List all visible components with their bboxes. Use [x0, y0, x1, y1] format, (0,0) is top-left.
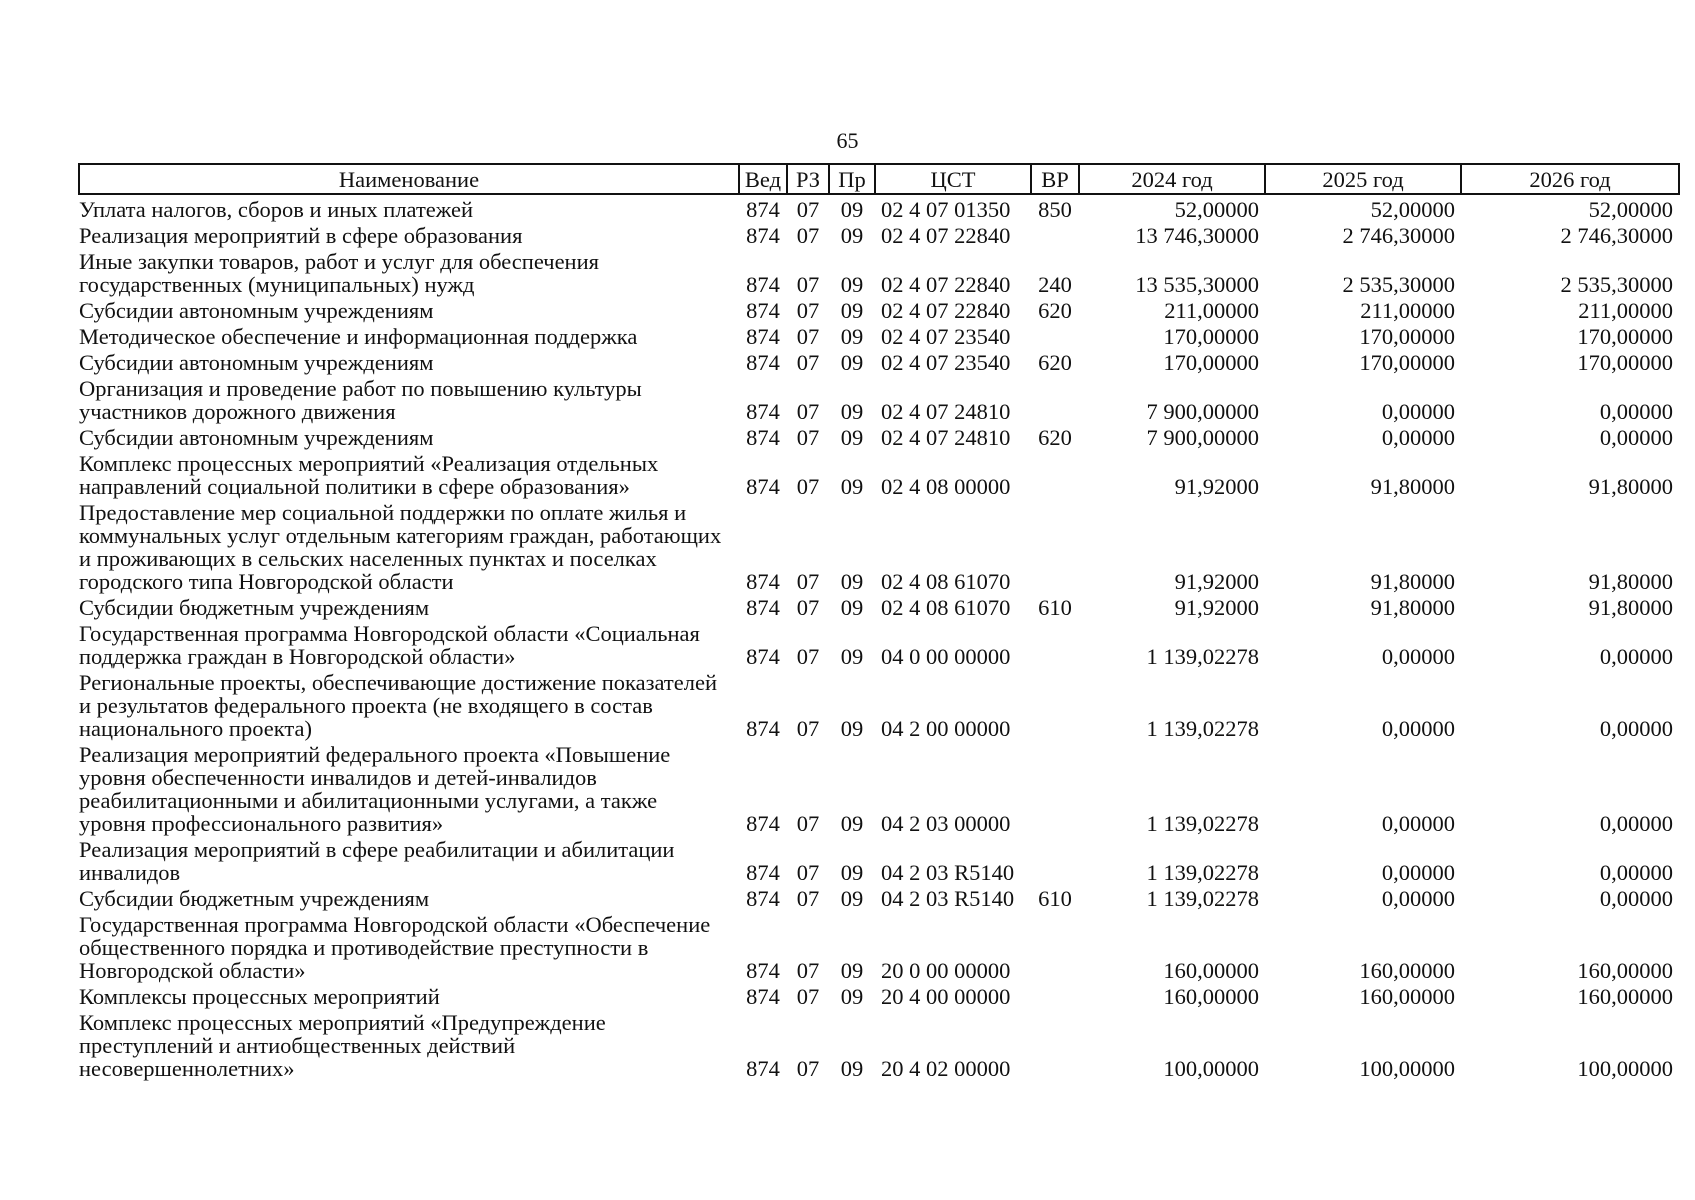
- row-rz: 07: [796, 886, 820, 911]
- row-name: Субсидии автономным учреждениям: [79, 350, 434, 375]
- row-ved: 874: [746, 223, 780, 248]
- table-row: [79, 740, 1679, 835]
- row-ved: 874: [746, 197, 780, 222]
- row-vr: [1031, 910, 1079, 982]
- row-pr: 09: [840, 569, 864, 594]
- header-2026: 2026 год: [1461, 164, 1679, 194]
- row-vr: 240: [1038, 272, 1072, 297]
- row-2026: 100,00000: [1577, 1056, 1673, 1081]
- row-name: Комплексы процессных мероприятий: [79, 984, 440, 1009]
- row-cst: 02 4 08 61070: [881, 569, 1011, 594]
- row-pr: 09: [840, 272, 864, 297]
- row-cst: 02 4 07 01350: [881, 197, 1011, 222]
- row-pr: 09: [840, 350, 864, 375]
- table-row: [79, 449, 1679, 498]
- row-2026: 0,00000: [1599, 644, 1673, 669]
- row-pr: 09: [840, 644, 864, 669]
- row-2025: 2 746,30000: [1342, 223, 1455, 248]
- row-ved: 874: [746, 811, 780, 836]
- row-vr: [1031, 668, 1079, 740]
- table-row: [79, 322, 1679, 348]
- row-2025: 0,00000: [1381, 811, 1455, 836]
- row-vr: [1031, 221, 1079, 247]
- row-cst: 02 4 07 24810: [881, 425, 1011, 450]
- row-2024: 160,00000: [1163, 984, 1259, 1009]
- table-row: [79, 194, 1679, 221]
- row-2025: 91,80000: [1370, 595, 1455, 620]
- row-rz: 07: [796, 1056, 820, 1081]
- row-rz: 07: [796, 197, 820, 222]
- row-rz: 07: [796, 324, 820, 349]
- row-pr: 09: [840, 886, 864, 911]
- row-rz: 07: [796, 860, 820, 885]
- row-cst: 20 4 00 00000: [881, 984, 1011, 1009]
- row-pr: 09: [840, 595, 864, 620]
- row-2025: 160,00000: [1359, 958, 1455, 983]
- page-number: 65: [836, 128, 859, 153]
- row-2024: 13 746,30000: [1135, 223, 1259, 248]
- row-2024: 13 535,30000: [1135, 272, 1259, 297]
- table-row: [79, 910, 1679, 982]
- row-ved: 874: [746, 958, 780, 983]
- table-row: [79, 221, 1679, 247]
- row-rz: 07: [796, 595, 820, 620]
- row-2026: 0,00000: [1599, 886, 1673, 911]
- row-rz: 07: [796, 984, 820, 1009]
- row-name: Комплекс процессных мероприятий «Реализация отдельных направлений социальной политики в сфере образования»: [79, 451, 659, 499]
- row-name: Комплекс процессных мероприятий «Предупреждение преступлений и антиобщественных действий несовершеннолетних»: [79, 1010, 606, 1081]
- row-vr: 620: [1038, 298, 1072, 323]
- row-2025: 0,00000: [1381, 399, 1455, 424]
- row-cst: 04 2 03 R5140: [881, 860, 1015, 885]
- row-2024: 1 139,02278: [1146, 716, 1259, 741]
- row-2026: 0,00000: [1599, 399, 1673, 424]
- row-2024: 1 139,02278: [1146, 886, 1259, 911]
- row-2025: 0,00000: [1381, 425, 1455, 450]
- row-name: Региональные проекты, обеспечивающие достижение показателей и результатов федерального проекта (не входящего в состав национального проекта): [79, 670, 717, 741]
- row-rz: 07: [796, 425, 820, 450]
- row-ved: 874: [746, 474, 780, 499]
- row-ved: 874: [746, 1056, 780, 1081]
- row-name: Субсидии бюджетным учреждениям: [79, 886, 430, 911]
- row-2025: 0,00000: [1381, 886, 1455, 911]
- table-row: [79, 423, 1679, 449]
- table-row: [79, 348, 1679, 374]
- header-name: Наименование: [79, 164, 739, 194]
- table-row: [79, 593, 1679, 619]
- row-rz: 07: [796, 716, 820, 741]
- row-cst: 02 4 08 61070: [881, 595, 1011, 620]
- row-2024: 7 900,00000: [1146, 425, 1259, 450]
- row-ved: 874: [746, 324, 780, 349]
- table-row: [79, 374, 1679, 423]
- row-name: Предоставление мер социальной поддержки по оплате жилья и коммунальных услуг отдельным категориям граждан, работающих и проживающих в сельских населенных пунктах и поселках городского типа Новгородской области: [79, 500, 722, 594]
- row-2024: 91,92000: [1174, 474, 1259, 499]
- row-name: Государственная программа Новгородской области «Обеспечение общественного порядка и противодействие преступности в Новгородской области»: [79, 912, 711, 983]
- row-name: Методическое обеспечение и информационная поддержка: [79, 324, 638, 349]
- row-pr: 09: [840, 298, 864, 323]
- row-rz: 07: [796, 474, 820, 499]
- row-vr: [1031, 322, 1079, 348]
- row-2026: 170,00000: [1577, 350, 1673, 375]
- row-2024: 91,92000: [1174, 595, 1259, 620]
- row-2026: 2 535,30000: [1560, 272, 1673, 297]
- row-2026: 91,80000: [1588, 595, 1673, 620]
- row-pr: 09: [840, 958, 864, 983]
- header-pr: Пр: [829, 164, 875, 194]
- row-cst: 04 2 03 00000: [881, 811, 1011, 836]
- row-cst: 02 4 07 22840: [881, 223, 1011, 248]
- row-name: Уплата налогов, сборов и иных платежей: [79, 197, 474, 222]
- row-2026: 91,80000: [1588, 474, 1673, 499]
- row-vr: [1031, 619, 1079, 668]
- row-2026: 0,00000: [1599, 860, 1673, 885]
- row-vr: [1031, 835, 1079, 884]
- row-name: Государственная программа Новгородской области «Социальная поддержка граждан в Новгородской области»: [79, 621, 700, 669]
- table-row: [79, 498, 1679, 593]
- row-2026: 0,00000: [1599, 425, 1673, 450]
- row-ved: 874: [746, 595, 780, 620]
- row-ved: 874: [746, 644, 780, 669]
- row-cst: 02 4 07 23540: [881, 324, 1011, 349]
- row-name: Субсидии автономным учреждениям: [79, 298, 434, 323]
- row-2026: 0,00000: [1599, 811, 1673, 836]
- row-2025: 0,00000: [1381, 860, 1455, 885]
- row-pr: 09: [840, 223, 864, 248]
- row-2024: 1 139,02278: [1146, 644, 1259, 669]
- table-row: [79, 835, 1679, 884]
- table-body: [79, 194, 1679, 1080]
- row-2024: 170,00000: [1163, 324, 1259, 349]
- row-2025: 160,00000: [1359, 984, 1455, 1009]
- budget-table: [78, 163, 1680, 1080]
- row-vr: [1031, 449, 1079, 498]
- row-pr: 09: [840, 399, 864, 424]
- row-cst: 04 2 00 00000: [881, 716, 1011, 741]
- table-row: [79, 884, 1679, 910]
- row-cst: 02 4 07 22840: [881, 272, 1011, 297]
- row-ved: 874: [746, 860, 780, 885]
- row-name: Организация и проведение работ по повышению культуры участников дорожного движения: [79, 376, 642, 424]
- row-name: Реализация мероприятий федерального проекта «Повышение уровня обеспеченности инвалидов и детей-инвалидов реабилитационными и абилитационными услугами, а также уровня профессионального развития»: [79, 742, 671, 836]
- row-vr: 620: [1038, 425, 1072, 450]
- row-2024: 170,00000: [1163, 350, 1259, 375]
- row-rz: 07: [796, 644, 820, 669]
- row-vr: [1031, 740, 1079, 835]
- row-cst: 02 4 07 22840: [881, 298, 1011, 323]
- row-2025: 91,80000: [1370, 569, 1455, 594]
- row-2026: 91,80000: [1588, 569, 1673, 594]
- row-2024: 91,92000: [1174, 569, 1259, 594]
- row-ved: 874: [746, 569, 780, 594]
- row-vr: 610: [1038, 886, 1072, 911]
- row-ved: 874: [746, 984, 780, 1009]
- row-2025: 91,80000: [1370, 474, 1455, 499]
- header-2025: 2025 год: [1265, 164, 1461, 194]
- row-name: Субсидии бюджетным учреждениям: [79, 595, 430, 620]
- row-cst: 20 0 00 00000: [881, 958, 1011, 983]
- row-2025: 100,00000: [1359, 1056, 1455, 1081]
- table-row: [79, 668, 1679, 740]
- row-pr: 09: [840, 860, 864, 885]
- row-vr: [1031, 498, 1079, 593]
- row-pr: 09: [840, 1056, 864, 1081]
- row-rz: 07: [796, 223, 820, 248]
- row-cst: 02 4 07 24810: [881, 399, 1011, 424]
- row-2026: 160,00000: [1577, 984, 1673, 1009]
- row-ved: 874: [746, 399, 780, 424]
- row-2025: 211,00000: [1360, 298, 1455, 323]
- row-vr: 850: [1038, 197, 1072, 222]
- table-header-row: [79, 164, 1679, 194]
- row-2024: 100,00000: [1163, 1056, 1259, 1081]
- row-rz: 07: [796, 272, 820, 297]
- row-2024: 160,00000: [1163, 958, 1259, 983]
- row-2025: 170,00000: [1359, 324, 1455, 349]
- header-2024: 2024 год: [1079, 164, 1265, 194]
- header-ved: Вед: [739, 164, 787, 194]
- row-ved: 874: [746, 716, 780, 741]
- header-rz: РЗ: [787, 164, 829, 194]
- row-2024: 52,00000: [1174, 197, 1259, 222]
- row-2026: 160,00000: [1577, 958, 1673, 983]
- row-rz: 07: [796, 811, 820, 836]
- row-name: Реализация мероприятий в сфере образования: [79, 223, 523, 248]
- row-ved: 874: [746, 425, 780, 450]
- row-rz: 07: [796, 350, 820, 375]
- row-pr: 09: [840, 474, 864, 499]
- row-rz: 07: [796, 569, 820, 594]
- row-ved: 874: [746, 272, 780, 297]
- row-cst: 02 4 08 00000: [881, 474, 1011, 499]
- row-pr: 09: [840, 324, 864, 349]
- row-2025: 2 535,30000: [1342, 272, 1455, 297]
- row-ved: 874: [746, 886, 780, 911]
- row-cst: 04 2 03 R5140: [881, 886, 1015, 911]
- row-rz: 07: [796, 958, 820, 983]
- row-rz: 07: [796, 399, 820, 424]
- row-pr: 09: [840, 197, 864, 222]
- row-vr: [1031, 374, 1079, 423]
- row-2025: 52,00000: [1370, 197, 1455, 222]
- row-name: Иные закупки товаров, работ и услуг для обеспечения государственных (муниципальных) нужд: [79, 249, 599, 297]
- row-pr: 09: [840, 811, 864, 836]
- row-2026: 52,00000: [1588, 197, 1673, 222]
- row-rz: 07: [796, 298, 820, 323]
- row-2025: 0,00000: [1381, 716, 1455, 741]
- row-2026: 0,00000: [1599, 716, 1673, 741]
- row-2024: 1 139,02278: [1146, 811, 1259, 836]
- table-row: [79, 247, 1679, 296]
- header-vr: ВР: [1031, 164, 1079, 194]
- row-2024: 1 139,02278: [1146, 860, 1259, 885]
- table-row: [79, 1008, 1679, 1080]
- row-cst: 20 4 02 00000: [881, 1056, 1011, 1081]
- row-pr: 09: [840, 425, 864, 450]
- table-row: [79, 619, 1679, 668]
- row-2026: 170,00000: [1577, 324, 1673, 349]
- row-2026: 2 746,30000: [1560, 223, 1673, 248]
- row-2024: 7 900,00000: [1146, 399, 1259, 424]
- row-vr: 610: [1038, 595, 1072, 620]
- row-2025: 0,00000: [1381, 644, 1455, 669]
- row-ved: 874: [746, 350, 780, 375]
- table-row: [79, 982, 1679, 1008]
- row-2025: 170,00000: [1359, 350, 1455, 375]
- row-pr: 09: [840, 984, 864, 1009]
- row-2026: 211,00000: [1578, 298, 1673, 323]
- table-row: [79, 296, 1679, 322]
- row-cst: 04 0 00 00000: [881, 644, 1011, 669]
- header-cst: ЦСТ: [875, 164, 1031, 194]
- row-vr: [1031, 982, 1079, 1008]
- row-name: Реализация мероприятий в сфере реабилитации и абилитации инвалидов: [79, 837, 675, 885]
- row-cst: 02 4 07 23540: [881, 350, 1011, 375]
- row-2024: 211,00000: [1164, 298, 1259, 323]
- row-ved: 874: [746, 298, 780, 323]
- row-vr: [1031, 1008, 1079, 1080]
- row-pr: 09: [840, 716, 864, 741]
- row-vr: 620: [1038, 350, 1072, 375]
- row-name: Субсидии автономным учреждениям: [79, 425, 434, 450]
